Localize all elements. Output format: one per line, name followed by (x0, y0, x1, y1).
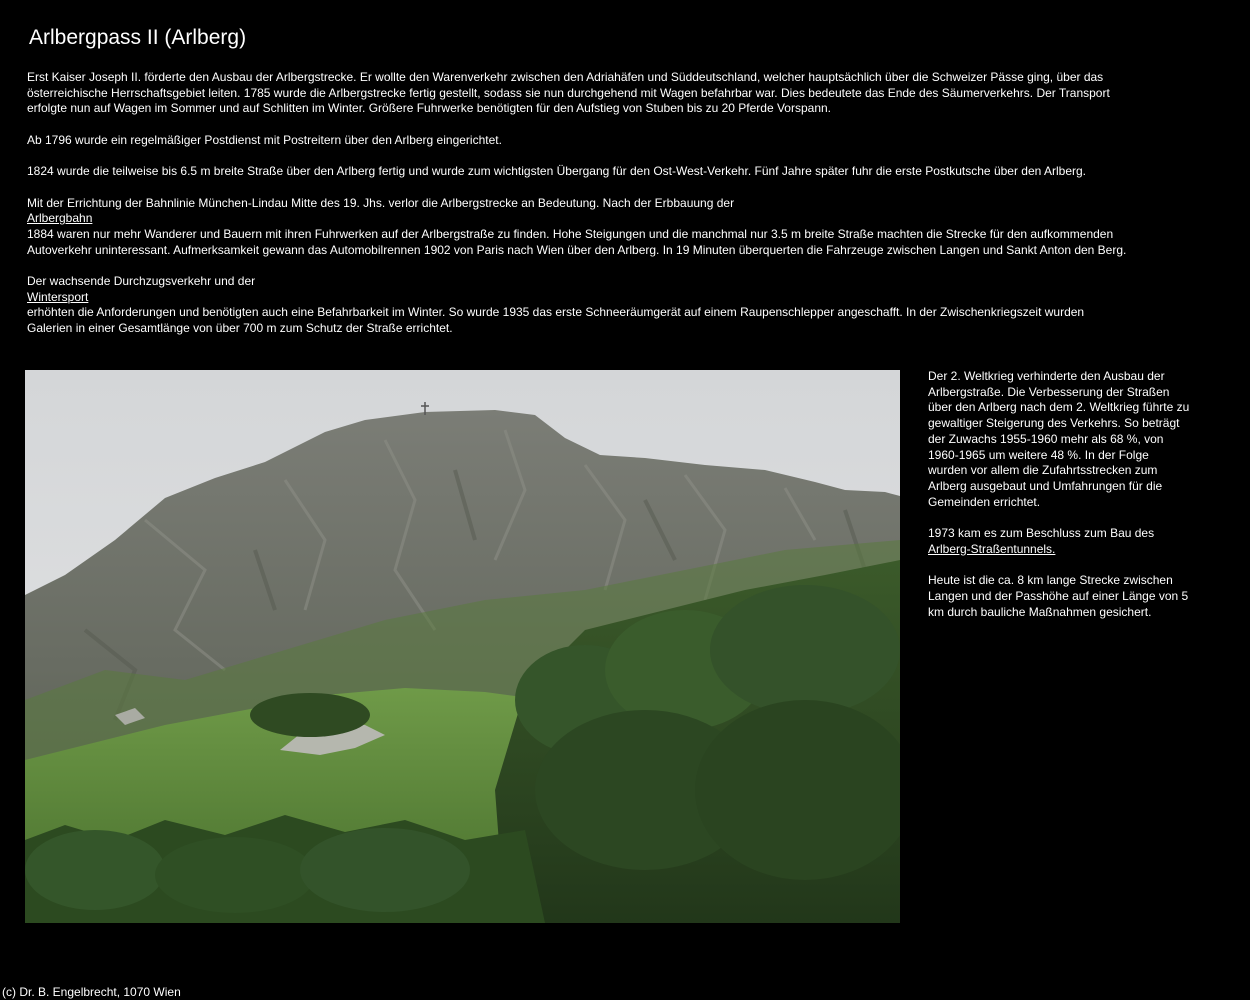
paragraph-heute: Heute ist die ca. 8 km lange Strecke zwischen Langen und der Passhöhe auf einer Länge von 5 km durch bauliche Maßnahmen gesichert. (928, 573, 1189, 619)
mountain-photo (25, 370, 900, 923)
paragraph-strassentunnel (928, 526, 1190, 557)
link-arlberg-strassentunnel[interactable]: Arlberg-Straßentunnels. (928, 541, 1056, 556)
paragraph-wintersport (27, 274, 1127, 337)
mountain-photo-illustration (25, 370, 900, 923)
side-text (928, 369, 1190, 636)
paragraph-strassentunnel-before: 1973 kam es zum Beschluss zum Bau des (928, 526, 1155, 541)
paragraph-strasse-1824: 1824 wurde die teilweise bis 6.5 m breite Straße über den Arlberg fertig und wurde zum wichtigsten Übergang für den Ost-West-Verkehr. Fünf Jahre später fuhr die erste Postkutsche über den Arlberg. (27, 164, 1086, 179)
link-wintersport[interactable]: Wintersport (27, 289, 89, 304)
paragraph-weltkrieg: Der 2. Weltkrieg verhinderte den Ausbau der Arlbergstraße. Die Verbesserung der Straßen über den Arlberg nach dem 2. Weltkrieg führte zu gewaltiger Steigerung des Verkehrs. So beträgt der Zuwachs 1955-1960 mehr als 68 %, von 1960-1965 um weitere 48 %. In der Folge wurden vor allem die Zufahrtsstrecken zum Arlberg ausgebaut und Umfahrungen für die Gemeinden errichtet. (928, 369, 1190, 509)
page-title: Arlbergpass II (Arlberg) (29, 26, 247, 49)
copyright-footer: (c) Dr. B. Engelbrecht, 1070 Wien (2, 985, 181, 999)
intro-text (27, 70, 1127, 353)
paragraph-wintersport-before: Der wachsende Durchzugsverkehr und der (27, 274, 256, 289)
paragraph-arlbergbahn-before: Mit der Errichtung der Bahnlinie München-Lindau Mitte des 19. Jhs. verlor die Arlbergstrecke an Bedeutung. Nach der Erbbauung der (27, 195, 735, 210)
paragraph-wintersport-after: erhöhten die Anforderungen und benötigten auch eine Befahrbarkeit im Winter. So wurde 1935 das erste Schneeräumgerät auf einem Raupenschlepper angeschafft. In der Zwischenkriegszeit wurden Galerien in einer Gesamtlänge von über 700 m zum Schutz der Straße errichtet. (27, 305, 1085, 336)
paragraph-kaiser-joseph: Erst Kaiser Joseph II. förderte den Ausbau der Arlbergstrecke. Er wollte den Warenverkehr zwischen den Adriahäfen und Süddeutschland, welcher hauptsächlich über die Schweizer Pässe ging, über das österreichische Herrschaftsgebiet leiten. 1785 wurde die Arlbergstrecke fertig gestellt, sodass sie nun durchgehend mit Wagen befahrbar war. Dies bedeutete das Ende des Säumerverkehrs. Der Transport erfolgte nun auf Wagen im Sommer und auf Schlitten im Winter. Größere Fuhrwerke benötigten für den Aufstieg von Stuben bis zu 20 Pferde Vorspann. (27, 70, 1110, 116)
paragraph-arlbergbahn (27, 196, 1127, 259)
paragraph-arlbergbahn-after: 1884 waren nur mehr Wanderer und Bauern mit ihren Fuhrwerken auf der Arlbergstraße zu finden. Hohe Steigungen und die manchmal nur 3.5 m breite Straße machten die Strecke für den aufkommenden Autoverkehr uninteressant. Aufmerksamkeit gewann das Automobilrennen 1902 von Paris nach Wien über den Arlberg. In 19 Minuten überquerten die Fahrzeuge zwischen Langen und Sankt Anton den Berg. (27, 226, 1127, 257)
link-arlbergbahn[interactable]: Arlbergbahn (27, 211, 93, 226)
paragraph-postdienst: Ab 1796 wurde ein regelmäßiger Postdienst mit Postreitern über den Arlberg eingerichtet. (27, 132, 502, 147)
